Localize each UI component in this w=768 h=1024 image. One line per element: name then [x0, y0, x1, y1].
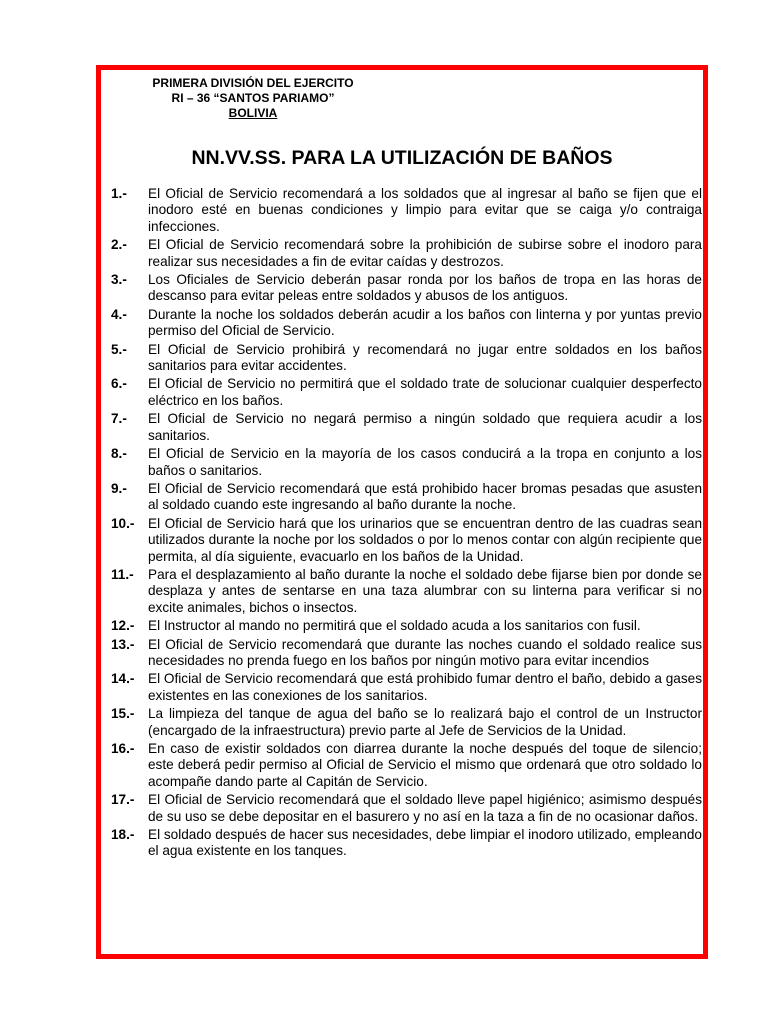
rule-number: 6.-	[111, 376, 127, 392]
rule-item	[111, 411, 702, 444]
rule-number: 10.-	[111, 515, 135, 531]
rule-number: 4.-	[111, 306, 127, 322]
header-country	[138, 106, 368, 121]
rule-text: En caso de existir soldados con diarrea durante la noche después del toque de silencio; este deberá pedir permiso al Oficial de Servicio el mismo que ordenará que otro soldado lo acompañe dando parte al Capitán de Servicio.	[148, 741, 702, 789]
rule-text: Para el desplazamiento al baño durante la noche el soldado debe fijarse bien por donde se desplaza y antes de sentarse en una taza alumbrar con su linterna para verificar si no excite animales, bichos o insectos.	[148, 566, 702, 615]
rule-item	[111, 481, 702, 514]
document-title: NN.VV.SS. PARA LA UTILIZACIÓN DE BAÑOS	[191, 147, 613, 169]
rule-number: 16.-	[111, 741, 135, 756]
rule-text: El Oficial de Servicio en la mayoría de los casos conducirá a la tropa en conjunto a los baños o sanitarios.	[148, 446, 702, 478]
rule-item	[111, 237, 702, 270]
rule-text: El Oficial de Servicio no negará permiso a ningún soldado que requiera acudir a los sanitarios.	[148, 411, 702, 443]
rule-item	[111, 446, 702, 479]
rule-item	[111, 186, 702, 235]
rule-number: 9.-	[111, 480, 127, 496]
rule-item	[111, 272, 702, 305]
rule-text: El Instructor al mando no permitirá que el soldado acuda a los sanitarios con fusil.	[148, 618, 641, 634]
rule-text: La limpieza del tanque de agua del baño se lo realizará bajo el control de un Instructor (encargado de la infraestructura) previo parte al Jefe de Servicios de la Unidad.	[148, 706, 702, 738]
rule-item	[111, 618, 702, 634]
document-frame	[96, 65, 708, 959]
rule-item	[111, 516, 702, 565]
rule-number: 17.-	[111, 792, 135, 808]
rule-text: El Oficial de Servicio recomendará sobre la prohibición de subirse sobre el inodoro para realizar sus necesidades a fin de evitar caídas y destrozos.	[148, 237, 702, 269]
rules-list	[111, 186, 702, 862]
rule-number: 12.-	[111, 618, 135, 634]
rule-number: 5.-	[111, 341, 127, 357]
rule-item	[111, 307, 702, 340]
rule-text: El Oficial de Servicio hará que los urinarios que se encuentran dentro de las cuadras sean utilizados durante la noche por los soldados o por lo menos contar con algún recipiente que permita, al día siguiente, evacuarlo en los baños de la Unidad.	[148, 515, 702, 564]
rule-number: 2.-	[111, 237, 127, 253]
rule-item	[111, 671, 702, 704]
rule-number: 18.-	[111, 827, 135, 843]
rule-text: El Oficial de Servicio recomendará a los soldados que al ingresar al baño se fijen que el inodoro esté en buenas condiciones y limpio para evitar que se caiga y/o contraiga infecciones.	[148, 186, 702, 234]
rule-number: 1.-	[111, 186, 127, 201]
rule-number: 11.-	[111, 566, 134, 582]
header-regiment: RI – 36 “SANTOS PARIAMO”	[171, 91, 335, 105]
rule-text: Durante la noche los soldados deberán acudir a los baños con linterna y por yuntas previo permiso del Oficial de Servicio.	[148, 306, 702, 339]
document-header	[138, 76, 368, 121]
rule-text: Los Oficiales de Servicio deberán pasar ronda por los baños de tropa en las horas de descanso para evitar peleas entre soldados y abusos de los antiguos.	[148, 272, 702, 304]
rule-number: 15.-	[111, 706, 135, 722]
rule-item	[111, 792, 702, 825]
rule-number: 14.-	[111, 671, 135, 687]
rule-text: El Oficial de Servicio recomendará que está prohibido fumar dentro el baño, debido a gases existentes en las conexiones de los sanitarios.	[148, 671, 702, 703]
rule-item	[111, 637, 702, 670]
rule-item	[111, 342, 702, 375]
rule-number: 8.-	[111, 446, 127, 462]
rule-text: El Oficial de Servicio no permitirá que el soldado trate de solucionar cualquier desperfecto eléctrico en los baños.	[148, 376, 702, 408]
rule-item	[111, 827, 702, 860]
rule-text: El Oficial de Servicio recomendará que durante las noches cuando el soldado realice sus necesidades no prenda fuego en los baños por ningún motivo para evitar incendios	[148, 636, 702, 668]
rule-number: 13.-	[111, 636, 135, 652]
rule-item	[111, 567, 702, 616]
rule-item	[111, 741, 702, 790]
header-division: PRIMERA DIVISIÓN DEL EJERCITO	[152, 76, 354, 90]
rule-text: El Oficial de Servicio recomendará que el soldado lleve papel higiénico; asimismo después de su uso se debe depositar en el basurero y no así en la taza a fin de no ocasionar daños.	[148, 792, 702, 824]
rule-item	[111, 376, 702, 409]
rule-number: 3.-	[111, 272, 127, 288]
rule-text: El Oficial de Servicio recomendará que está prohibido hacer bromas pesadas que asusten al soldado cuando este ingresando al baño durante la noche.	[148, 480, 702, 513]
rule-text: El soldado después de hacer sus necesidades, debe limpiar el inodoro utilizado, empleando el agua existente en los tanques.	[148, 827, 702, 859]
header-country-text: BOLIVIA	[228, 106, 278, 120]
rule-number: 7.-	[111, 411, 127, 427]
rule-text: El Oficial de Servicio prohibirá y recomendará no jugar entre soldados en los baños sanitarios para evitar accidentes.	[148, 341, 702, 374]
rule-item	[111, 706, 702, 739]
